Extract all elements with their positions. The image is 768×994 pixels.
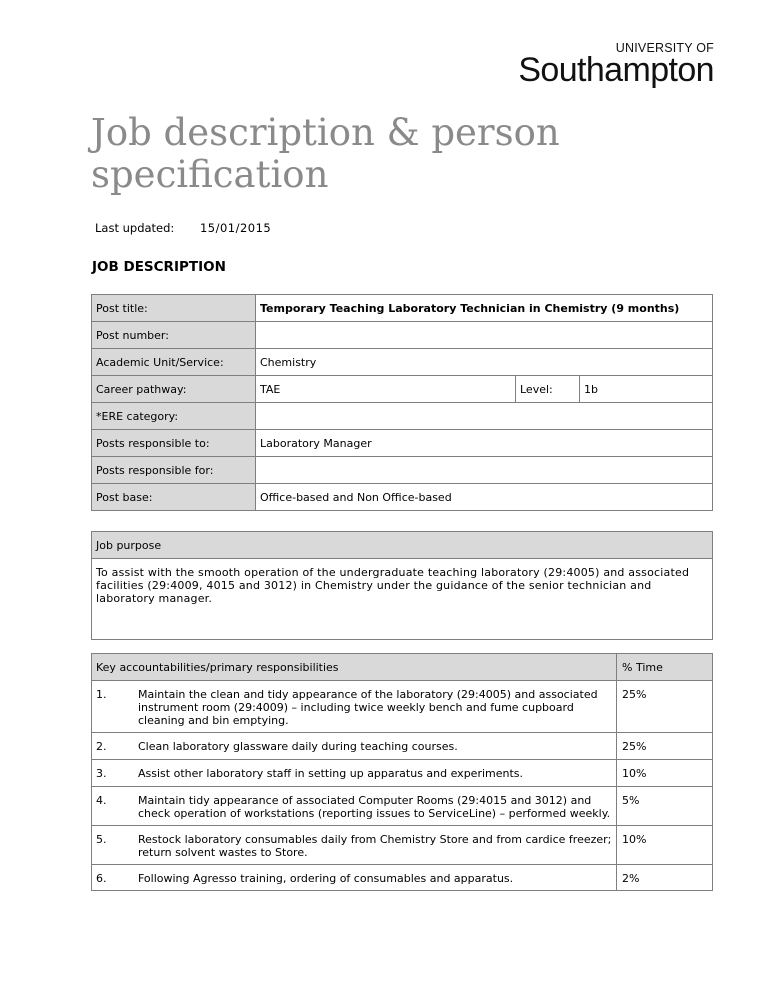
post-base-value: Office-based and Non Office-based <box>256 484 713 511</box>
row-time: 5% <box>617 787 713 826</box>
table-row <box>92 760 713 787</box>
section-heading-job-description: JOB DESCRIPTION <box>92 259 226 275</box>
table-row <box>92 349 713 376</box>
row-time: 25% <box>617 733 713 760</box>
ere-category-label: *ERE category: <box>92 403 256 430</box>
last-updated-label: Last updated: <box>95 221 175 235</box>
table-row <box>92 403 713 430</box>
accountabilities-heading: Key accountabilities/primary responsibilities <box>92 654 617 681</box>
university-logo <box>518 41 714 89</box>
row-number: 3. <box>92 760 135 787</box>
level-value: 1b <box>580 376 713 403</box>
career-pathway-value: TAE <box>256 376 516 403</box>
row-time: 2% <box>617 865 713 891</box>
table-row <box>92 654 713 681</box>
table-row <box>92 787 713 826</box>
logo-line-southampton: Southampton <box>518 51 714 89</box>
row-text: Restock laboratory consumables daily from Chemistry Store and from cardice freezer; return solvent wastes to Store. <box>134 826 617 865</box>
table-row <box>92 733 713 760</box>
time-heading: % Time <box>617 654 713 681</box>
logo-line-university-of: UNIVERSITY OF <box>615 41 714 55</box>
table-row <box>92 376 713 403</box>
responsible-to-label: Posts responsible to: <box>92 430 256 457</box>
row-number: 2. <box>92 733 135 760</box>
post-number-label: Post number: <box>92 322 256 349</box>
job-details-table <box>91 294 713 511</box>
level-label: Level: <box>516 376 580 403</box>
accountabilities-table <box>91 653 713 891</box>
row-number: 1. <box>92 681 135 733</box>
responsible-to-value: Laboratory Manager <box>256 430 713 457</box>
post-title-label: Post title: <box>92 295 256 322</box>
row-text: Clean laboratory glassware daily during teaching courses. <box>134 733 617 760</box>
ere-category-value <box>256 403 713 430</box>
job-purpose-text: To assist with the smooth operation of the undergraduate teaching laboratory (29:4005) and associated facilities (29:4009, 4015 and 3012) in Chemistry under the guidance of the senior technician and laboratory manager. <box>92 559 713 640</box>
row-text: Assist other laboratory staff in setting up apparatus and experiments. <box>134 760 617 787</box>
academic-unit-value: Chemistry <box>256 349 713 376</box>
table-row <box>92 430 713 457</box>
table-row <box>92 295 713 322</box>
page-title: Job description & person specification <box>91 111 560 196</box>
job-purpose-table <box>91 531 713 640</box>
row-number: 6. <box>92 865 135 891</box>
responsible-for-value <box>256 457 713 484</box>
last-updated <box>95 221 271 235</box>
academic-unit-label: Academic Unit/Service: <box>92 349 256 376</box>
table-row <box>92 559 713 640</box>
table-row <box>92 826 713 865</box>
job-purpose-heading: Job purpose <box>92 532 713 559</box>
row-time: 10% <box>617 760 713 787</box>
row-text: Following Agresso training, ordering of consumables and apparatus. <box>134 865 617 891</box>
responsible-for-label: Posts responsible for: <box>92 457 256 484</box>
table-row <box>92 681 713 733</box>
career-pathway-label: Career pathway: <box>92 376 256 403</box>
table-row <box>92 865 713 891</box>
last-updated-value: 15/01/2015 <box>199 221 272 235</box>
row-number: 4. <box>92 787 135 826</box>
post-base-label: Post base: <box>92 484 256 511</box>
row-number: 5. <box>92 826 135 865</box>
row-time: 10% <box>617 826 713 865</box>
table-row <box>92 484 713 511</box>
post-number-value <box>256 322 713 349</box>
table-row <box>92 457 713 484</box>
post-title-value: Temporary Teaching Laboratory Technician in Chemistry (9 months) <box>256 295 713 322</box>
row-time: 25% <box>617 681 713 733</box>
table-row <box>92 322 713 349</box>
table-row <box>92 532 713 559</box>
row-text: Maintain the clean and tidy appearance of the laboratory (29:4005) and associated instrument room (29:4009) – including twice weekly bench and fume cupboard cleaning and bin emptying. <box>134 681 617 733</box>
row-text: Maintain tidy appearance of associated Computer Rooms (29:4015 and 3012) and check operation of workstations (reporting issues to ServiceLine) – performed weekly. <box>134 787 617 826</box>
